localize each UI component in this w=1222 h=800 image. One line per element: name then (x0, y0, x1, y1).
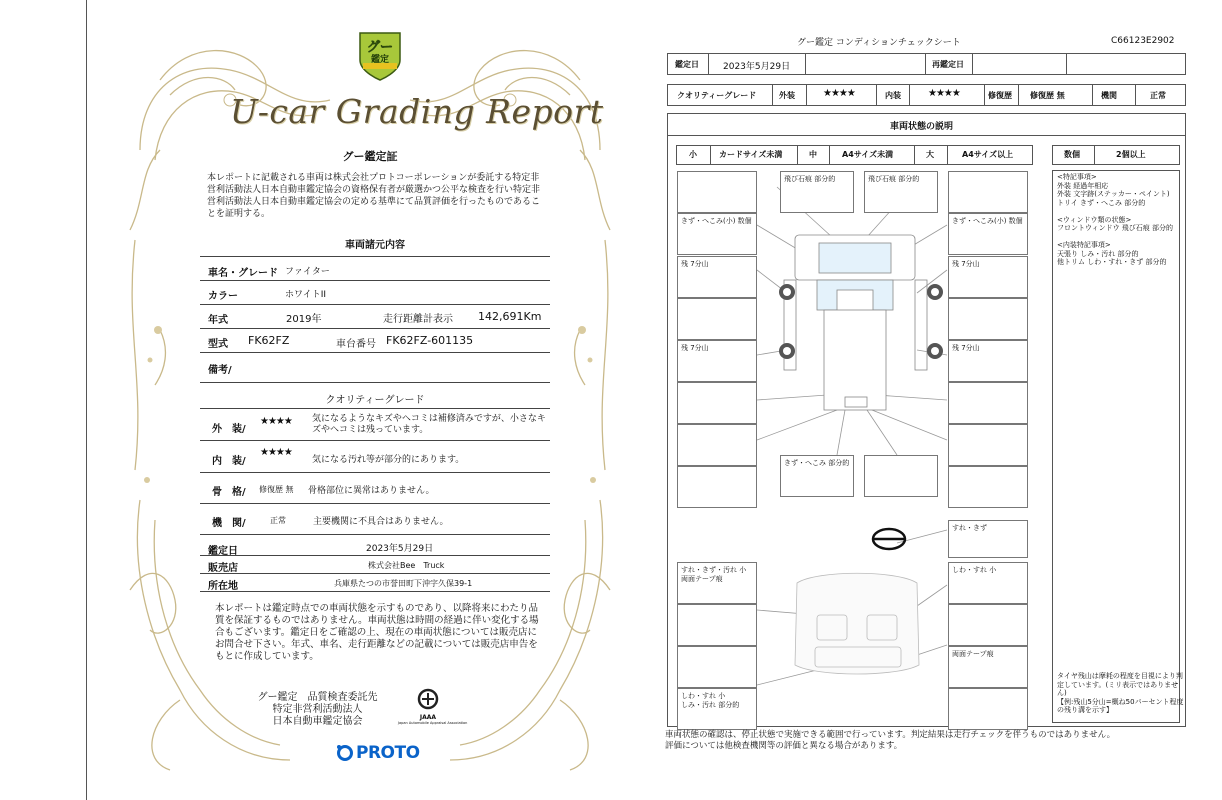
condition-box: きず・へこみ(小) 数個 (677, 213, 757, 255)
condition-box (864, 455, 938, 497)
engine-label: 機 関/ (212, 518, 246, 529)
legend-count: 数個 (1064, 150, 1080, 159)
quality-section-title: クオリティーグレード (325, 395, 425, 406)
condition-box: 残 7分山 (677, 256, 757, 298)
divider (200, 382, 550, 383)
condition-box (948, 466, 1028, 508)
proto-logo (336, 742, 420, 764)
condition-box: しわ・すれ 小 (948, 562, 1028, 604)
report-title: U-car Grading Report (230, 92, 604, 131)
jaaa-full: Japan Automobile Appraisal Association (398, 721, 468, 725)
divider (200, 503, 550, 504)
signature-line3: 日本自動車鑑定協会 (272, 716, 363, 727)
chassis-value: FK62FZ-601135 (386, 334, 474, 347)
exterior-stars: ★★★★ (260, 416, 292, 427)
divider (200, 440, 550, 441)
divider (200, 573, 550, 574)
repair-label: 修復歴 (988, 91, 1012, 100)
tread-note: タイヤ残山は摩耗の程度を目視により判定しています。(ミリ表示ではありません) 【例:残山5分山=概ね50パーセント程度の残り溝を示す】 (1057, 672, 1184, 714)
condition-box: 残 7分山 (677, 340, 757, 382)
legend-large: 大 (926, 150, 934, 159)
signature-line2: 特定非営利活動法人 (272, 704, 363, 715)
sheet-title: グー鑑定 コンディションチェックシート (797, 38, 961, 48)
divider (200, 591, 550, 592)
interior-label: 内 装/ (212, 456, 246, 467)
condition-box (677, 171, 757, 213)
divider (200, 472, 550, 473)
remarks-label: 備考/ (208, 365, 232, 376)
condition-box: すれ・きず・汚れ 小 両面テープ痕 (677, 562, 757, 604)
condition-box (948, 688, 1028, 730)
condition-box (677, 646, 757, 688)
frame-value: 修復歴 無 (259, 485, 294, 494)
condition-box (677, 466, 757, 508)
dealer-label: 販売店 (208, 563, 238, 574)
frame-label: 骨 格/ (212, 487, 246, 498)
legend-medium-desc: A4サイズ未満 (842, 150, 894, 159)
frame-desc: 骨格部位に異常はありません。 (308, 486, 435, 496)
page-divider-left (86, 0, 87, 800)
certificate-intro: 本レポートに記載される車両は株式会社プロトコーポレーションが委託する特定非営利活動法人日本自動車鑑定協会の資格保有者が厳選かつ公平な検査を行い特定非営利活動法人日本自動車鑑定協会の定める基準にて品質評価を行ったものであることを証明する。 (207, 173, 541, 219)
exterior-desc: 気になるようなキズやヘコミは補修済みですが、小さなキズやヘコミは残っています。 (312, 414, 546, 435)
divider (200, 352, 550, 353)
sheet-date-value: 2023年5月29日 (723, 62, 791, 72)
badge-line2: 鑑定 (370, 55, 389, 65)
divider (200, 534, 550, 535)
condition-box (677, 604, 757, 646)
section-title: 車両状態の説明 (890, 122, 954, 132)
model-value: FK62FZ (248, 334, 290, 347)
appraisal-date-value: 2023年5月29日 (366, 544, 434, 554)
divider (200, 256, 550, 257)
color-label: カラー (208, 291, 238, 302)
year-label: 年式 (208, 315, 228, 326)
address-value: 兵庫県たつの市誉田町下沖字久保39-1 (334, 579, 473, 588)
proto-mark-icon (336, 744, 354, 762)
condition-box: 両面テープ痕 (948, 646, 1028, 688)
condition-box (677, 298, 757, 340)
reappraisal-label: 再鑑定日 (932, 60, 964, 69)
engine-value: 正常 (1150, 91, 1166, 100)
jaaa-emblem-icon (417, 688, 439, 710)
jaaa-abbr: JAAA (419, 714, 437, 721)
exterior-label: 外 装/ (212, 424, 246, 435)
legend-small: 小 (689, 150, 697, 159)
divider (200, 304, 550, 305)
condition-box (948, 171, 1028, 213)
condition-box (948, 604, 1028, 646)
condition-box (948, 424, 1028, 466)
goo-kantei-badge (357, 30, 403, 82)
mileage-label: 走行距離計表示 (383, 314, 453, 325)
condition-box (948, 382, 1028, 424)
signature-block (250, 692, 385, 728)
condition-box: きず・へこみ(小) 数個 (948, 213, 1028, 255)
divider (200, 328, 550, 329)
chassis-label: 車台番号 (336, 339, 376, 350)
condition-box: すれ・きず (948, 520, 1028, 558)
name-value: ファイター (285, 267, 330, 277)
steering-wheel-icon (873, 529, 905, 549)
mileage-value: 142,691Km (478, 310, 542, 323)
condition-box: しわ・すれ 小 しみ・汚れ 部分的 (677, 688, 757, 730)
divider (200, 408, 550, 409)
exterior-label: 外装 (779, 91, 795, 100)
signature-line1: グー鑑定 品質検査委託先 (257, 692, 378, 703)
appraisal-date-label: 鑑定日 (208, 546, 238, 557)
certificate-subtitle: グー鑑定証 (342, 150, 398, 163)
model-label: 型式 (208, 339, 228, 350)
engine-desc: 主要機関に不具合はありません。 (313, 517, 449, 527)
interior-stars: ★★★★ (928, 88, 960, 99)
jaaa-logo (398, 688, 468, 725)
year-value: 2019年 (286, 314, 322, 325)
sheet-date-label: 鑑定日 (675, 60, 699, 69)
interior-label: 内装 (885, 91, 901, 100)
condition-box (677, 382, 757, 424)
badge-line1: グー (366, 40, 393, 55)
sheet-id: C66123E2902 (1111, 36, 1175, 46)
condition-box: きず・へこみ 部分的 (780, 455, 854, 497)
legend-medium: 中 (809, 150, 817, 159)
repair-value: 修復歴 無 (1030, 91, 1065, 100)
divider (200, 555, 550, 556)
condition-box (677, 424, 757, 466)
interior-stars: ★★★★ (260, 447, 292, 458)
engine-value: 正常 (270, 516, 286, 525)
interior-desc: 気になる汚れ等が部分的にあります。 (312, 455, 465, 465)
legend-count-desc: 2個以上 (1116, 150, 1146, 159)
legend-small-desc: カードサイズ未満 (719, 150, 783, 159)
divider (200, 280, 550, 281)
certificate-notice: 本レポートは鑑定時点での車両状態を示すものであり、以降将来にわたり品質を保証するものではありません。車両状態は時間の経過に伴い変化する場合もございます。鑑定日をご確認の上、現在の車両状態については販売店にお問合せ下さい。年式、車名、走行距離などの記載については販売店申告をもとに作成しています。 (215, 603, 539, 662)
proto-text: PROTO (356, 743, 420, 763)
engine-label: 機関 (1101, 91, 1117, 100)
sheet-footer: 車両状態の確認は、停止状態で実施できる範囲で行っています。判定結果は走行チェックを伴うものではありません。 評価については他検査機関等の評価と異なる場合があります。 (665, 730, 1116, 751)
vehicle-section-title: 車両諸元内容 (345, 240, 405, 251)
condition-box: 残 7分山 (948, 256, 1028, 298)
special-notes: <特記事項> 外装 経過年相応 外装 文字跡(ステッカー・ペイント) トリイ きず・へこみ 部分的 <ウィンドウ類の状態> フロントウィンドウ 飛び石痕 部分的 <内装特記事項> 天張り しみ・汚れ 部分的 他トリム しわ・すれ・きず 部分的 (1057, 173, 1174, 266)
quality-grade-label: クオリティーグレード (677, 91, 757, 100)
color-value: ホワイトII (285, 290, 327, 300)
name-label: 車名・グレード (208, 268, 278, 279)
condition-box (948, 298, 1028, 340)
condition-box: 飛び石痕 部分的 (864, 171, 938, 213)
dealer-value: 株式会社Bee Truck (368, 561, 445, 570)
condition-box: 飛び石痕 部分的 (780, 171, 854, 213)
legend-large-desc: A4サイズ以上 (962, 150, 1014, 159)
address-label: 所在地 (208, 581, 238, 592)
condition-box: 残 7分山 (948, 340, 1028, 382)
exterior-stars: ★★★★ (823, 88, 855, 99)
grading-certificate (100, 0, 640, 800)
